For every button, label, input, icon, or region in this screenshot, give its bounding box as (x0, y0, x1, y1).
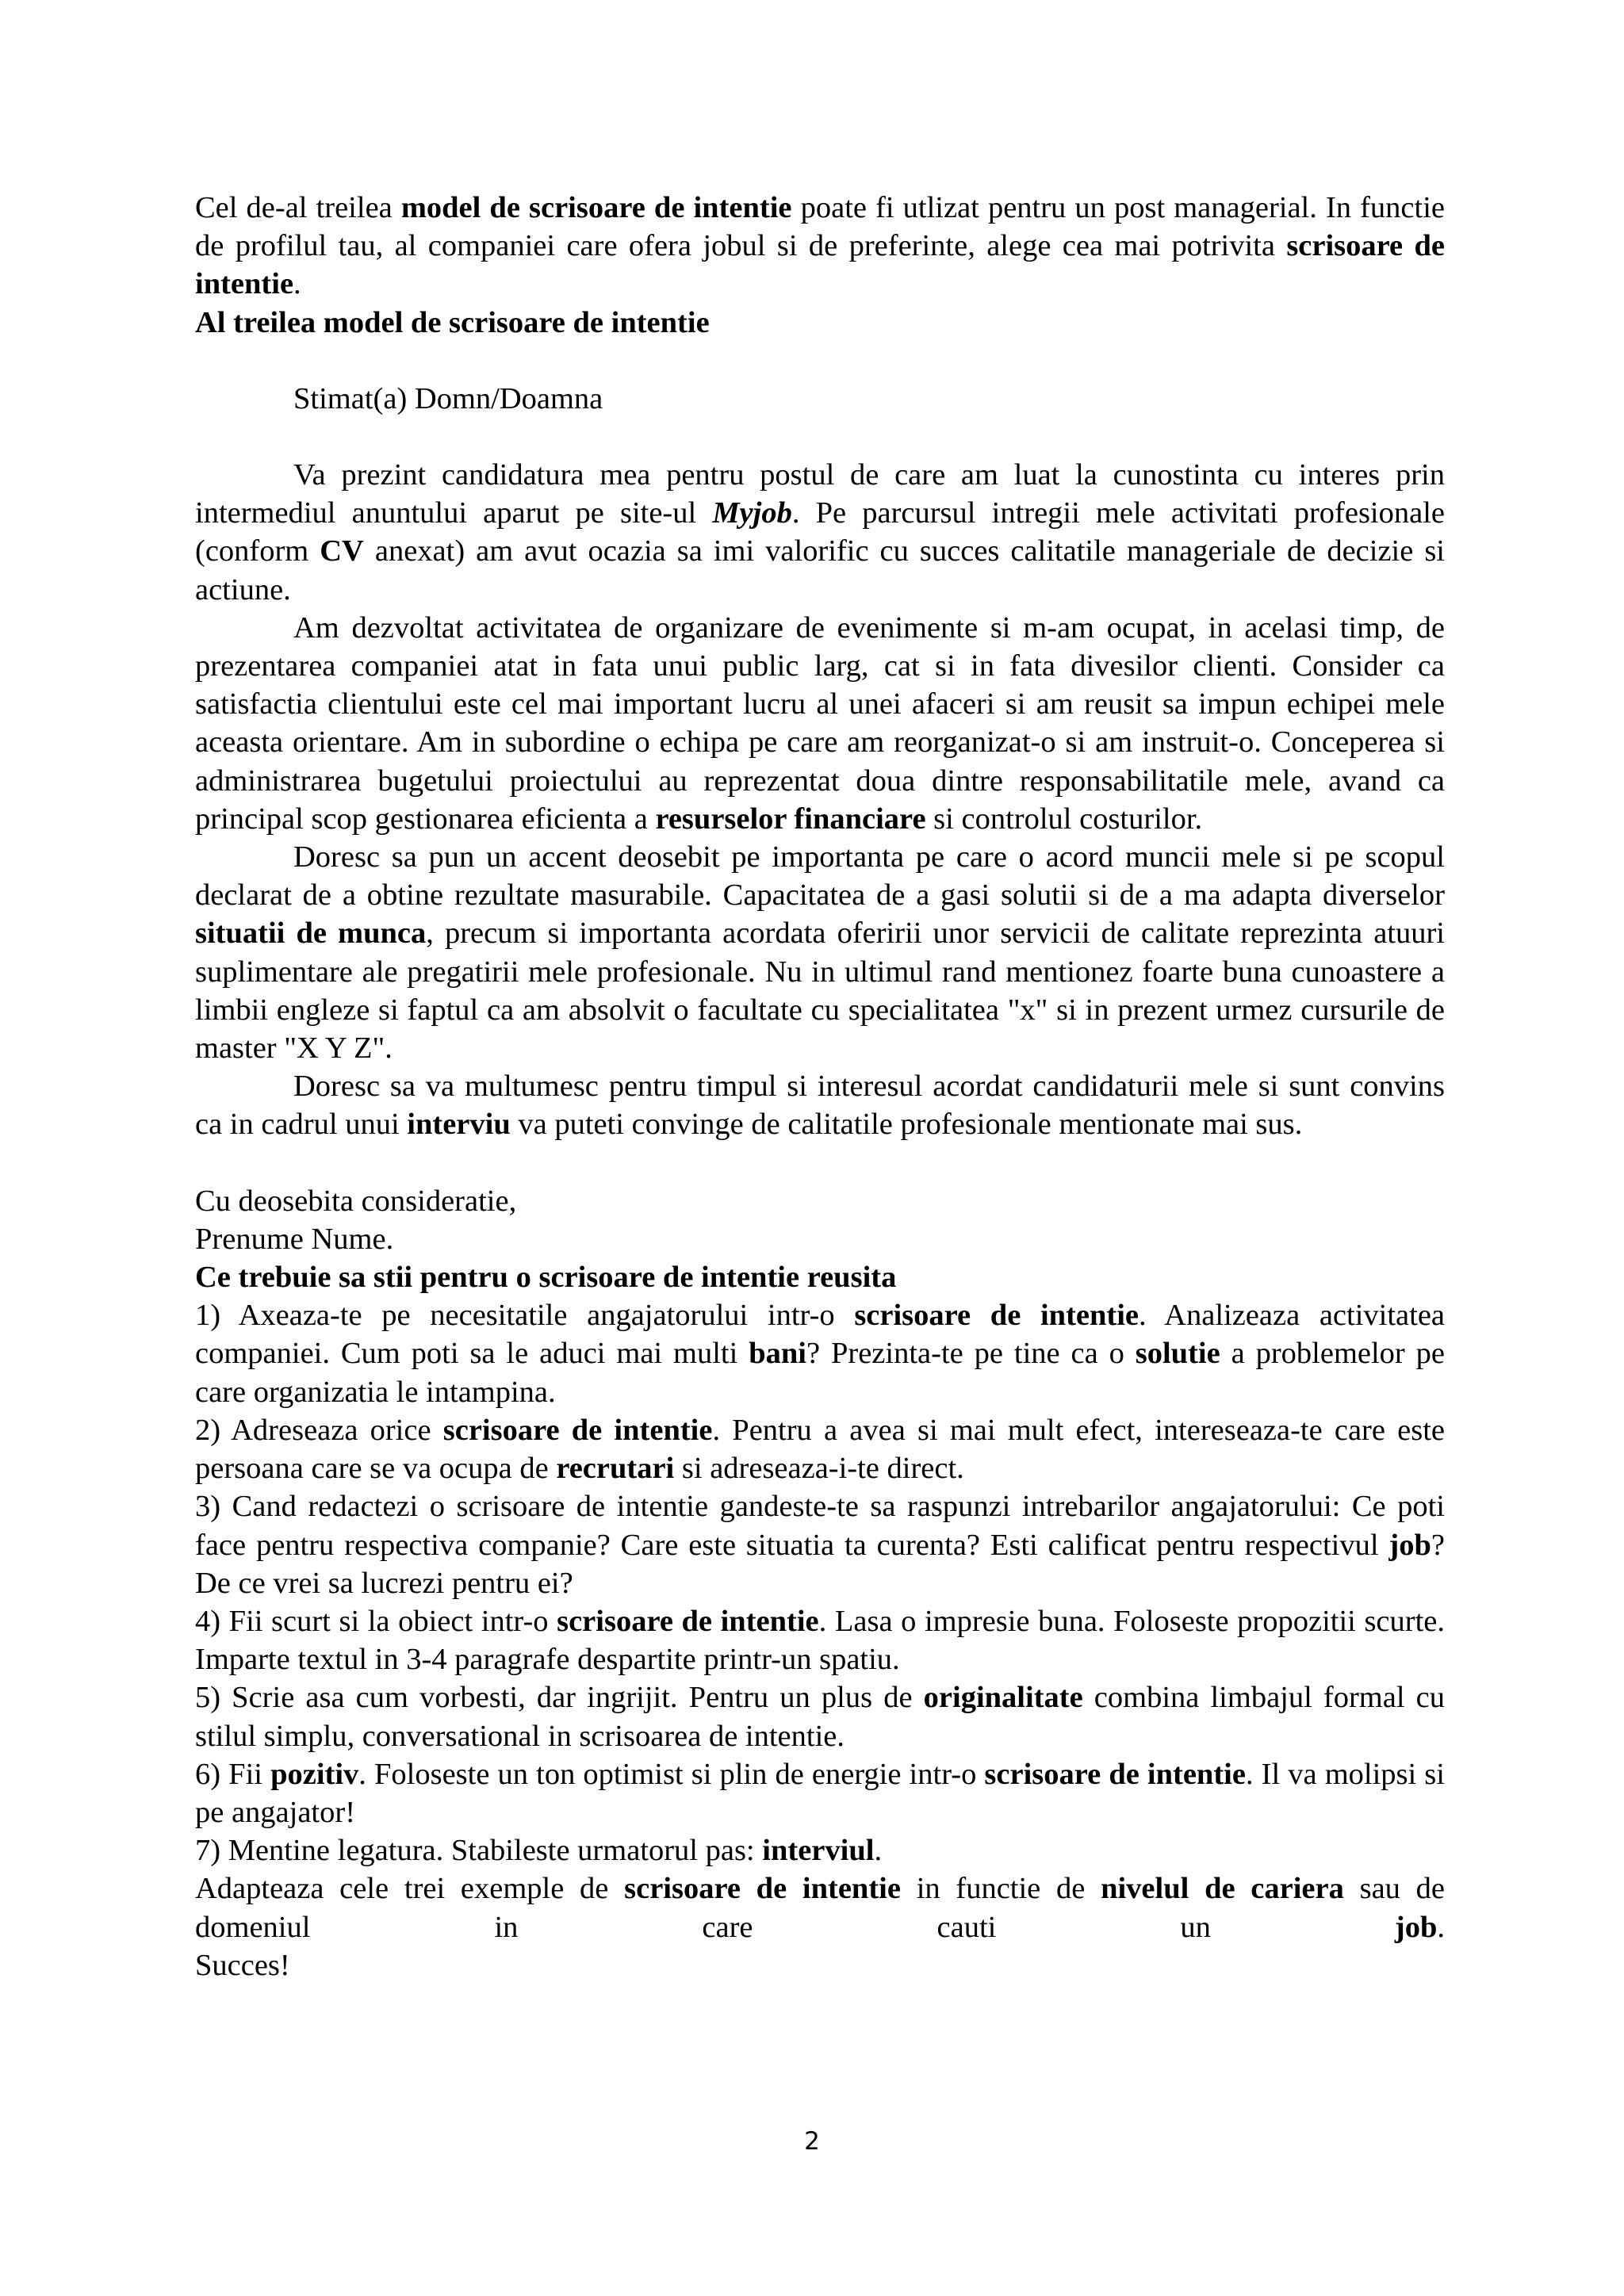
bold-term: scrisoare de intentie (195, 229, 1445, 301)
signature-line: Prenume Nume. (195, 1222, 394, 1256)
letter-paragraph-3: Doresc sa pun un accent deosebit pe importanta pe care o acord muncii mele si pe scopul declarat de a obtine rezultate masurabile. Capacitatea de a gasi solutii si de a ma adapta diverselor situatii de munca, precum si importanta acordata oferirii unor servicii de calitate reprezinta atuuri suplimentare ale pregatirii mele profesionale. Nu in ultimul rand mentionez foarte buna cunoastere a limbii engleze si faptul ca am absolvit o facultate cu specialitatea "x" si in prezent urmez cursurile de master "X Y Z". (195, 840, 1446, 1066)
tip-item-6: 6) Fii pozitiv. Foloseste un ton optimist si plin de energie intr-o scrisoare de intentie. Il va molipsi si pe angajator! (195, 1757, 1445, 1829)
bold-term: resurselor financiare (655, 802, 926, 836)
letter-paragraph-1: Va prezint candidatura mea pentru postul de care am luat la cunostinta cu interes prin intermediul anuntului aparut pe site-ul Myjob. Pe parcursul intregii mele activitati profesionale (conform CV anexat) am avut ocazia sa imi valorific cu succes calitatile manageriale de decizie si actiune. (195, 458, 1445, 607)
intro-paragraph: Cel de-al treilea model de scrisoare de intentie poate fi utlizat pentru un post managerial. In functie de profilul tau, al companiei care ofera jobul si de preferinte, alege cea mai potrivita scrisoare de intentie. (195, 191, 1445, 301)
tip-item-5: 5) Scrie asa cum vorbesti, dar ingrijit. Pentru un plus de originalitate combina limbajul formal cu stilul simplu, conversational in scrisoarea de intentie. (195, 1681, 1445, 1753)
page-number: 2 (804, 2127, 820, 2156)
tip-item-1: 1) Axeaza-te pe necesitatile angajatorului intr-o scrisoare de intentie. Analizeaza activitatea companiei. Cum poti sa le aduci mai multi bani? Prezinta-te pe tine ca o solutie a problemelor pe care organizatia le intampina. (195, 1299, 1445, 1409)
letter-paragraph-2: Am dezvoltat activitatea de organizare de evenimente si m-am ocupat, in acelasi timp, de prezentarea companiei atat in fata unui public larg, cat si in fata divesilor clienti. Consider ca satisfactia clientului este cel mai important lucru al unei afaceri si am reusit sa impun echipei mele aceasta orientare. Am in subordine o echipa pe care am reorganizat-o si am instruit-o. Conceperea si administrarea bugetului proiectului au reprezentat doua dintre responsabilitatile mele, avand ca principal scop gestionarea eficienta a resurselor financiare si controlul costurilor. (195, 610, 1445, 836)
tip-item-7: 7) Mentine legatura. Stabileste urmatorul pas: interviul. (195, 1834, 883, 1868)
section-heading-model: Al treilea model de scrisoare de intentie (195, 305, 710, 339)
bold-term: CV (320, 534, 364, 568)
closing-line: Cu deosebita consideratie, (195, 1184, 517, 1218)
tip-item-2: 2) Adreseaza orice scrisoare de intentie. Pentru a avea si mai mult efect, intereseaza-te care este persoana care se va ocupa de recrutari si adreseaza-i-te direct. (195, 1413, 1445, 1486)
tip-item-3: 3) Cand redactezi o scrisoare de intentie gandeste-te sa raspunzi intrebarilor angajatorului: Ce poti face pentru respectiva companie? Care este situatia ta curenta? Esti calificat pentru respectivul job? De ce vrei sa lucrezi pentru ei? (195, 1490, 1445, 1600)
succes-line: Succes! (195, 1948, 290, 1982)
tip-item-4: 4) Fii scurt si la obiect intr-o scrisoare de intentie. Lasa o impresie buna. Foloseste propozitii scurte. Imparte textul in 3-4 paragrafe despartite printr-un spatiu. (195, 1604, 1446, 1677)
site-name: Myjob (712, 496, 792, 530)
letter-paragraph-4: Doresc sa va multumesc pentru timpul si interesul acordat candidaturii mele si sunt convins ca in cadrul unui interviu va puteti convinge de calitatile profesionale mentionate mai sus. (195, 1070, 1445, 1142)
bold-term: situatii de munca (195, 916, 427, 951)
section-heading-tips: Ce trebuie sa stii pentru o scrisoare de intentie reusita (195, 1261, 897, 1295)
salutation: Stimat(a) Domn/Doamna (293, 381, 603, 415)
bold-term: interviu (407, 1108, 511, 1142)
final-paragraph: Adapteaza cele trei exemple de scrisoare de intentie in functie de nivelul de cariera sau de domeniul in care cauti un job. (195, 1872, 1445, 1944)
bold-term: model de scrisoare de intentie (400, 191, 792, 224)
document-page (195, 189, 1445, 1984)
